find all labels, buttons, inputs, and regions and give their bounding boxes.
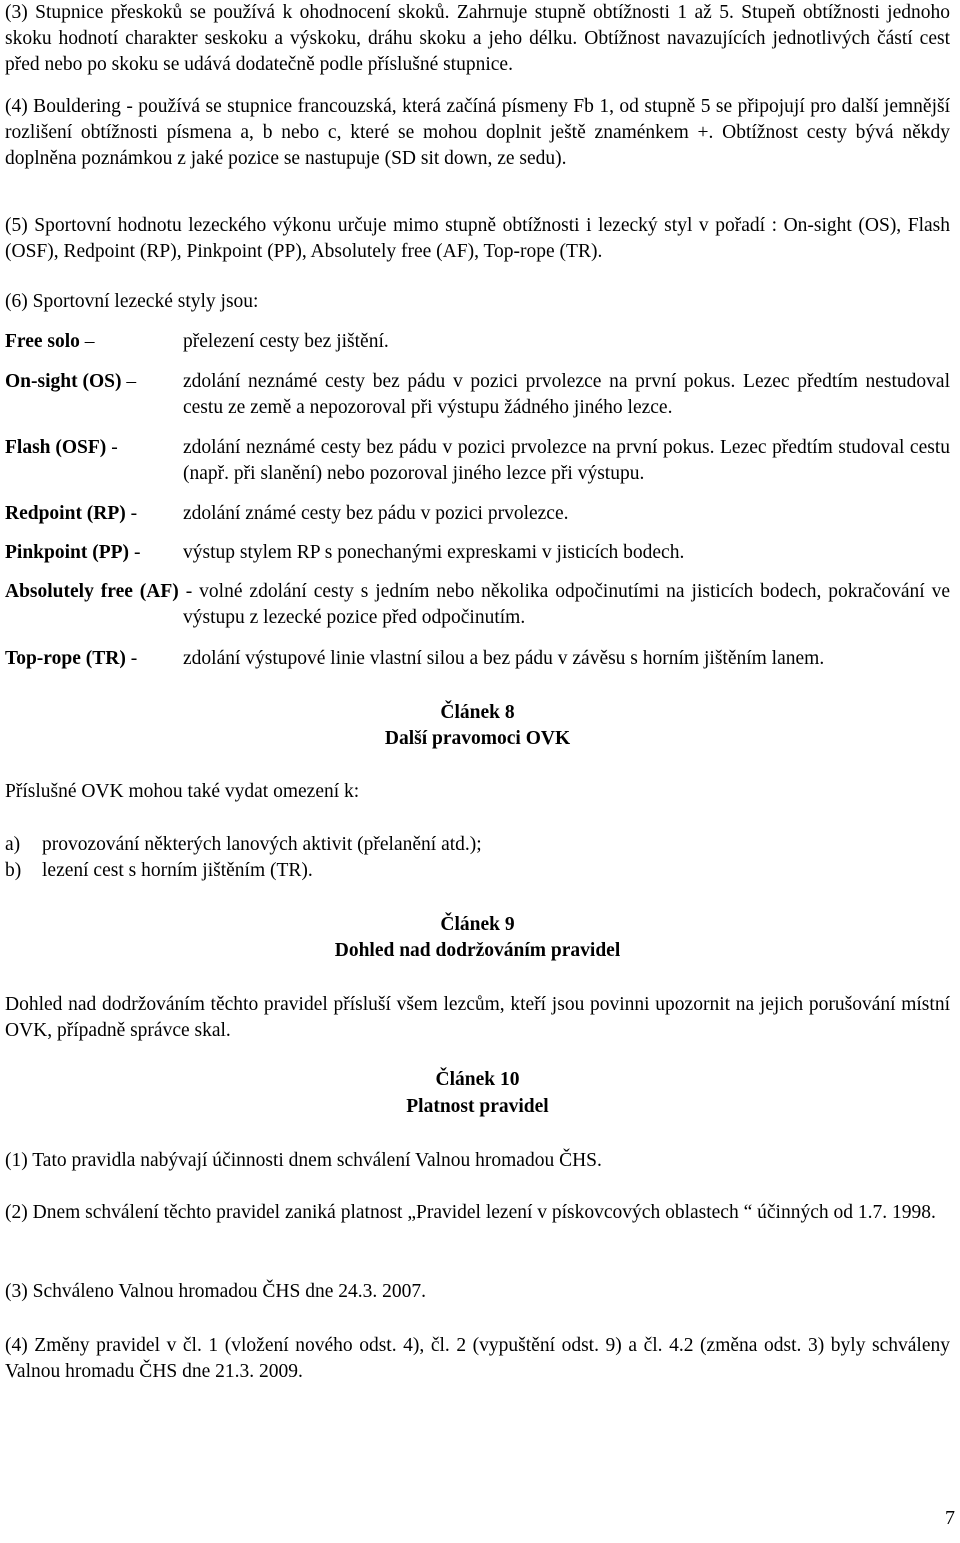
style-dash: - <box>125 648 138 669</box>
article-8-title: Článek 8 <box>440 702 515 723</box>
article-8-intro: Příslušné OVK mohou také vydat omezení k: <box>5 781 360 802</box>
article-10-paragraph-3: (3) Schváleno Valnou hromadou ČHS dne 24.3. 2007. <box>5 1281 427 1302</box>
article-10-title: Článek 10 <box>435 1069 520 1090</box>
paragraph-3-jumps: (3) Stupnice přeskoků se používá k ohodnocení skoků. Zahrnuje stupně obtížnosti 1 až 5. Stupeň obtížnosti jednoho skoku hodnotí charakter seskoku a výskoku, dráhu skoku a jeho délku. Obtížnost navazujících jednotlivých částí cest před nebo po skoku se udává dodatečně podle příslušné stupnice. <box>5 2 950 75</box>
article-9-text: Dohled nad dodržováním těchto pravidel přísluší všem lezcům, kteří jsou povinni upozornit na jejich porušování místní OVK, případně správce skal. <box>5 994 950 1041</box>
article-10-paragraph-4: (4) Změny pravidel v čl. 1 (vložení nového odst. 4), čl. 2 (vypuštění odst. 9) a čl. 4.2 (změna odst. 3) byly schváleny Valnou hromadu ČHS dne 21.3. 2009. <box>5 1335 950 1382</box>
style-term: Redpoint (RP) <box>5 503 126 524</box>
style-description: zdolání neznámé cesty bez pádu v pozici prvolezce na první pokus. Lezec předtím studoval cestu (např. při slanění) nebo pozoroval jiného lezce při výstupu. <box>183 437 950 484</box>
style-term: Top-rope (TR) <box>5 648 126 669</box>
style-description: výstup stylem RP s ponechanými expreskami v jisticích bodech. <box>183 542 685 563</box>
style-dash: – <box>121 371 137 392</box>
style-description: zdolání výstupové linie vlastní silou a bez pádu v závěsu s horním jištěním lanem. <box>183 648 825 669</box>
style-dash: - <box>178 581 193 602</box>
paragraph-4-bouldering: (4) Bouldering - používá se stupnice francouzská, která začíná písmeny Fb 1, od stupně 5 se připojují pro další jemnější rozlišení obtížnosti písmena a, b nebo c, které se mohou doplnit ještě znaménkem +. Obtížnost cesty bývá někdy doplněna poznámkou z jaké pozice se nastupuje (SD sit down, ze sedu). <box>5 96 950 169</box>
style-term: Absolutely free (AF) <box>5 581 179 602</box>
article-8-subtitle: Další pravomoci OVK <box>384 728 571 749</box>
style-description: volné zdolání cesty s jedním nebo několika odpočinutími na jisticích bodech, pokračování ve výstupu z lezecké pozice před odpočinutím. <box>183 581 951 628</box>
article-10-paragraph-2: (2) Dnem schválení těchto pravidel zaniká platnost „Pravidel lezení v pískovcových oblastech “ účinných od 1.7. 1998. <box>5 1202 936 1223</box>
style-description: zdolání známé cesty bez pádu v pozici prvolezce. <box>183 503 569 524</box>
list-letter: a) <box>5 834 21 855</box>
article-9-title: Článek 9 <box>440 914 515 935</box>
style-term: Flash (OSF) <box>5 437 107 458</box>
style-term: Free solo <box>5 331 80 352</box>
article-9-subtitle: Dohled nad dodržováním pravidel <box>334 940 621 961</box>
style-description: přelezení cesty bez jištění. <box>183 331 389 352</box>
list-text: provozování některých lanových aktivit (přelanění atd.); <box>42 834 482 855</box>
article-10-subtitle: Platnost pravidel <box>406 1096 549 1117</box>
paragraph-5-sport-value: (5) Sportovní hodnotu lezeckého výkonu určuje mimo stupně obtížnosti i lezecký styl v pořadí : On-sight (OS), Flash (OSF), Redpoint (RP), Pinkpoint (PP), Absolutely free (AF), Top-rope (TR). <box>5 215 950 262</box>
style-term: On-sight (OS) <box>5 371 122 392</box>
style-dash: - <box>125 503 138 524</box>
style-dash: – <box>79 331 95 352</box>
page-number: 7 <box>945 1507 955 1529</box>
style-dash: - <box>129 542 141 563</box>
list-text: lezení cest s horním jištěním (TR). <box>42 860 313 881</box>
style-dash: - <box>106 437 118 458</box>
list-letter: b) <box>5 860 22 881</box>
style-description: zdolání neznámé cesty bez pádu v pozici prvolezce na první pokus. Lezec předtím nestudoval cestu ze země a nepozoroval při výstupu žádného jiného lezce. <box>183 371 950 418</box>
paragraph-6-styles-intro: (6) Sportovní lezecké styly jsou: <box>5 291 259 312</box>
article-10-paragraph-1: (1) Tato pravidla nabývají účinnosti dnem schválení Valnou hromadou ČHS. <box>5 1150 602 1171</box>
style-term: Pinkpoint (PP) <box>5 542 130 563</box>
